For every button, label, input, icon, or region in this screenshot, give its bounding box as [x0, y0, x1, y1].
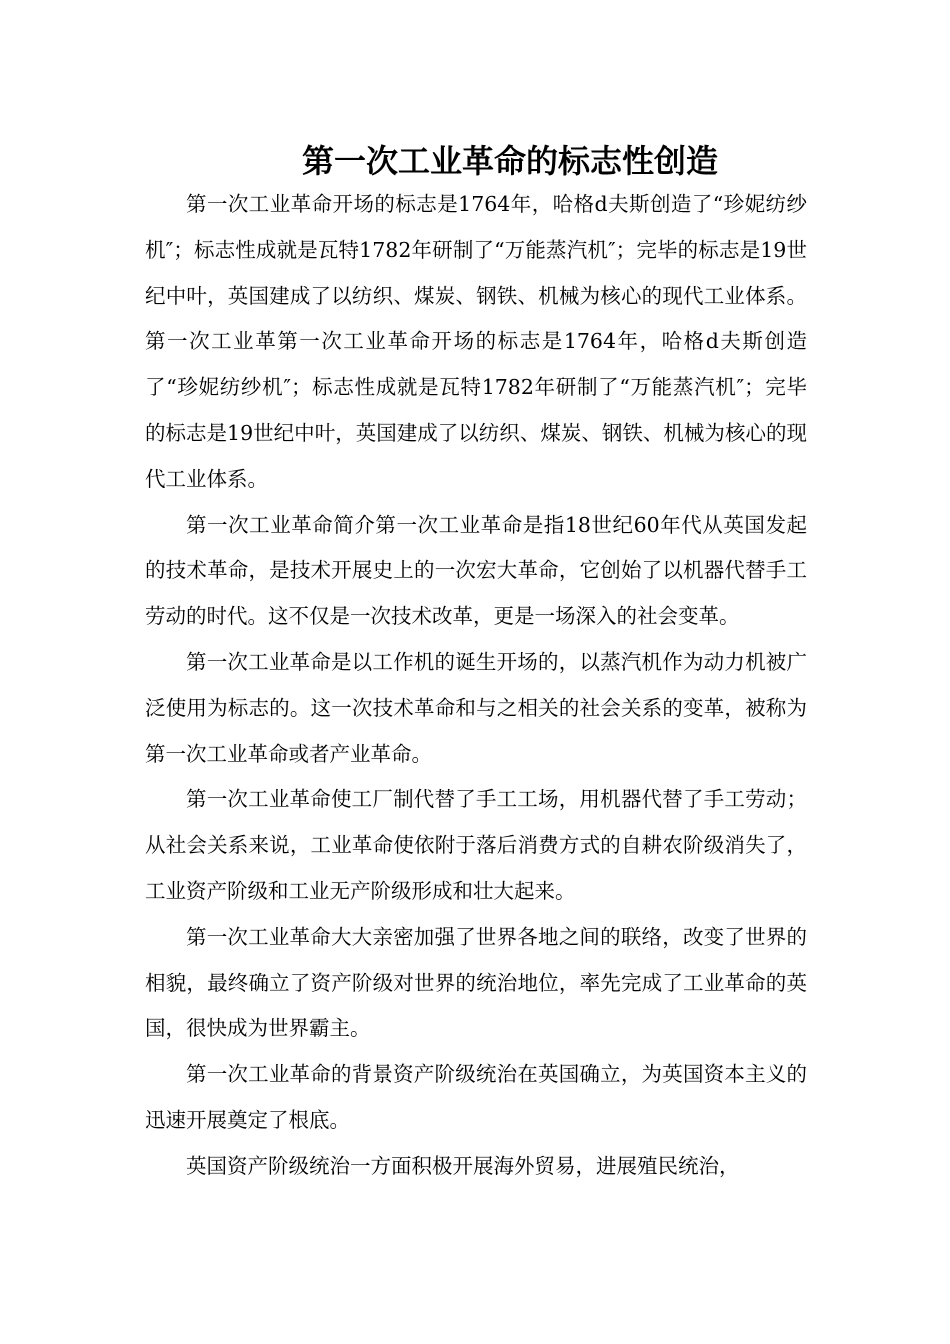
paragraph-3: 第一次工业革命是以工作机的诞生开场的，以蒸汽机作为动力机被广泛使用为标志的。这一次技术革命和与之相关的社会关系的变革，被称为第一次工业革命或者产业革命。	[145, 649, 807, 766]
paragraph-6: 第一次工业革命的背景资产阶级统治在英国确立，为英国资本主义的迅速开展奠定了根底。	[145, 1062, 807, 1132]
document-title: 第一次工业革命的标志性创造	[301, 142, 718, 181]
paragraph-2: 第一次工业革命简介第一次工业革命是指18世纪60年代从英国发起的技术革命，是技术开展史上的一次宏大革命，它创始了以机器代替手工劳动的时代。这不仅是一次技术改革，更是一场深入的社会变革。	[145, 512, 807, 629]
paragraph-4: 第一次工业革命使工厂制代替了手工工场，用机器代替了手工劳动；从社会关系来说，工业革命使依附于落后消费方式的自耕农阶级消失了，工业资产阶级和工业无产阶级形成和壮大起来。	[145, 787, 807, 903]
paragraph-1: 第一次工业革命开场的标志是1764年，哈格d夫斯创造了“珍妮纺纱机″；标志性成就是瓦特1782年研制了“万能蒸汽机″；完毕的标志是19世纪中叶，英国建成了以纺织、煤炭、钢铁、机械为核心的现代工业体系。第一次工业革第一次工业革命开场的标志是1764年，哈格d夫斯创造了“珍妮纺纱机″；标志性成就是瓦特1782年研制了“万能蒸汽机″；完毕的标志是19世纪中叶，英国建成了以纺织、煤炭、钢铁、机械为核心的现代工业体系。	[145, 192, 807, 491]
document-body	[145, 182, 807, 1190]
paragraph-5: 第一次工业革命大大亲密加强了世界各地之间的联络，改变了世界的相貌，最终确立了资产阶级对世界的统治地位，率先完成了工业革命的英国，很快成为世界霸主。	[145, 924, 807, 1041]
paragraph-7: 英国资产阶级统治一方面积极开展海外贸易，进展殖民统治，	[186, 1153, 740, 1178]
